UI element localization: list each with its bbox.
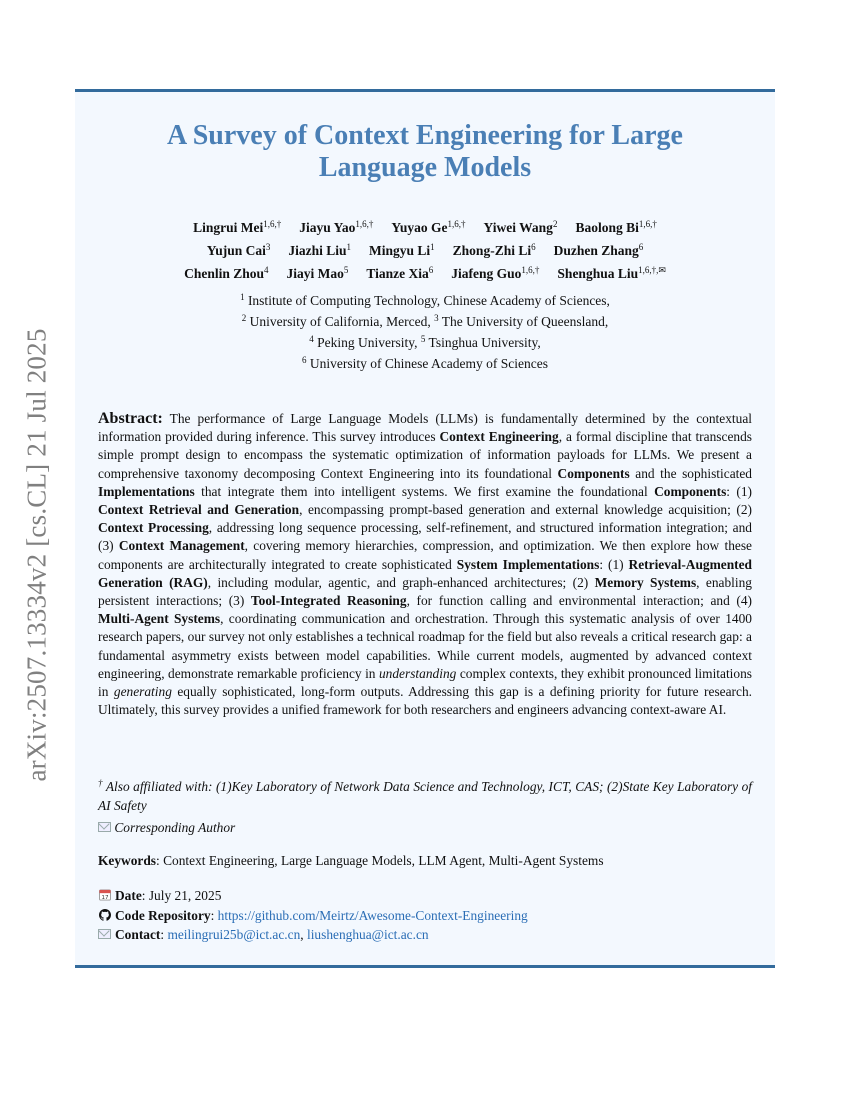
author — [554, 243, 644, 258]
affiliation-number: 5 — [420, 334, 426, 344]
abstract-text: The performance of Large Language Models (LLMs) is fundamentally determined by the contextual information provided during inference. This survey introduces — [98, 411, 752, 445]
abstract-emphasis: Context Engineering — [439, 429, 559, 445]
author — [451, 266, 539, 281]
abstract-emphasis: Context Retrieval and Generation — [98, 502, 300, 518]
abstract-emphasis: Components — [557, 465, 630, 481]
title-line-2: Language Models — [318, 152, 532, 183]
paper-title — [75, 120, 775, 184]
affiliation-number: 4 — [309, 334, 314, 344]
author — [575, 220, 656, 235]
author-row — [75, 262, 775, 285]
author-affiliation-marks: 2 — [552, 219, 558, 229]
author-affiliation-marks: 4 — [264, 265, 269, 275]
affiliation-name: The University of Queensland, — [441, 314, 609, 329]
dagger-footnote — [98, 778, 752, 815]
repository-row — [98, 906, 528, 926]
author — [287, 266, 349, 281]
abstract-text: that integrate them into intelligent systems. We first examine the foundational — [194, 483, 655, 499]
author — [453, 243, 536, 258]
affiliation-line — [75, 332, 775, 353]
affiliation-number: 3 — [434, 313, 439, 323]
author — [557, 266, 665, 281]
abstract-emphasis: System Implementations — [456, 556, 600, 572]
abstract-emphasis: Memory Systems — [594, 574, 697, 590]
contact-label: Contact — [115, 927, 161, 942]
author-name: Yuyao Ge — [391, 220, 448, 235]
affiliation-name: Peking University, — [317, 335, 418, 350]
author-row — [75, 216, 775, 239]
affiliation-name: Tsinghua University, — [428, 335, 541, 350]
affiliation-line — [75, 353, 775, 374]
abstract-emphasis: Components — [654, 483, 727, 499]
calendar-icon — [98, 889, 112, 901]
dagger-footnote-text: Also affiliated with: (1)Key Laboratory of Network Data Science and Technology, ICT, CAS; (2)State Key Laboratory of AI Safety — [98, 779, 752, 813]
abstract-text: complex contexts, they exhibit pronounced limitations in — [98, 665, 752, 700]
author — [193, 220, 281, 235]
abstract-text: , covering memory hierarchies, compression, and optimization. We then explore how these components are architecturally integrated to create sophisticated — [98, 538, 752, 572]
affiliation-number: 6 — [302, 355, 307, 365]
contact-email-1[interactable]: meilingrui25b@ict.ac.cn — [167, 927, 301, 942]
affiliation-line — [75, 290, 775, 311]
author-affiliation-marks: 6 — [428, 265, 434, 275]
author-affiliation-marks: 1,6,† — [263, 219, 282, 229]
keywords-value: : Context Engineering, Large Language Models, LLM Agent, Multi-Agent Systems — [156, 853, 604, 868]
date-value: : July 21, 2025 — [141, 888, 222, 903]
abstract-text: , coordinating communication and orchestration. Through this systematic analysis of over 1400 research papers, our survey not only establishes a technical roadmap for the field but also reveals a critical research gap: a fundamental asymmetry exists between model capabilities. While current models, augmented by advanced context engineering, demonstrate remarkable proficiency in — [98, 611, 752, 681]
author-name: Chenlin Zhou — [184, 266, 265, 281]
abstract-emphasis: Context Management — [118, 538, 245, 554]
author — [391, 220, 465, 235]
author — [366, 266, 433, 281]
abstract-label: Abstract: — [98, 410, 163, 427]
author — [288, 243, 351, 258]
author-name: Jiazhi Liu — [288, 243, 347, 258]
author-name: Tianze Xia — [366, 266, 429, 281]
abstract — [98, 410, 752, 719]
footnotes — [98, 778, 752, 842]
author-affiliation-marks: 1,6,† — [355, 219, 374, 229]
affiliation-list — [75, 290, 775, 374]
author-name: Zhong-Zhi Li — [452, 243, 532, 258]
author-affiliation-marks: 6 — [638, 242, 644, 252]
author-affiliation-marks: 1 — [430, 242, 435, 252]
author-name: Jiafeng Guo — [451, 266, 522, 281]
author-name: Lingrui Mei — [193, 220, 264, 235]
dagger-mark: † — [98, 778, 103, 788]
author-affiliation-marks: 6 — [531, 242, 536, 252]
author-affiliation-marks: 1,6,† — [521, 265, 540, 275]
contact-email-2[interactable]: liushenghua@ict.ac.cn — [306, 927, 429, 942]
date-row — [98, 886, 528, 906]
author-list — [75, 216, 775, 285]
abstract-emphasis: Context Processing — [98, 520, 209, 536]
repository-link[interactable]: https://github.com/Meirtz/Awesome-Context-Engineering — [217, 907, 528, 923]
repository-label: Code Repository — [115, 907, 211, 923]
affiliation-name: University of Chinese Academy of Sciences — [309, 356, 548, 371]
author — [484, 220, 558, 235]
author-name: Jiayu Yao — [299, 220, 356, 235]
abstract-text: , encompassing prompt-based generation and external knowledge acquisition; (2) — [299, 502, 752, 518]
abstract-emphasis: Implementations — [98, 483, 195, 499]
contact-join: , — [300, 927, 307, 942]
abstract-text: and the sophisticated — [629, 465, 752, 481]
author-affiliation-marks: 3 — [265, 242, 271, 252]
github-icon — [98, 909, 112, 921]
arxiv-stamp — [12, 320, 62, 790]
abstract-emphasis: Multi-Agent Systems — [98, 611, 221, 627]
author-name: Yujun Cai — [206, 243, 266, 258]
abstract-text: , addressing long sequence processing, self-refinement, and structured information integration; and (3) — [98, 520, 752, 554]
author-name: Yiwei Wang — [483, 220, 553, 235]
contact-separator: : — [160, 927, 168, 942]
abstract-body — [98, 411, 752, 717]
author-name: Jiayi Mao — [286, 266, 344, 281]
affiliation-name: Institute of Computing Technology, Chinese Academy of Sciences, — [247, 293, 610, 308]
author — [369, 243, 435, 258]
paper-meta — [98, 886, 528, 945]
affiliation-number: 2 — [241, 313, 247, 323]
author — [299, 220, 373, 235]
abstract-text: , for function calling and environmental interaction; and (4) — [406, 593, 752, 609]
abstract-text: : (1) — [726, 483, 752, 499]
abstract-emphasis: Retrieval-Augmented Generation (RAG) — [98, 556, 753, 590]
author — [184, 266, 268, 281]
arxiv-identifier: arXiv:2507.13334v2 [cs.CL] 21 Jul 2025 — [21, 328, 52, 782]
abstract-text: , including modular, agentic, and graph-enhanced architectures; (2) — [207, 574, 595, 590]
affiliation-name: University of California, Merced, — [249, 314, 431, 329]
author-name: Duzhen Zhang — [553, 243, 639, 258]
author-affiliation-marks: 1,6,†,✉ — [638, 265, 666, 275]
envelope-icon — [98, 822, 111, 832]
affiliation-line — [75, 311, 775, 332]
author-name: Baolong Bi — [575, 220, 639, 235]
affiliation-number: 1 — [240, 292, 245, 302]
keywords — [98, 853, 604, 869]
date-label: Date — [115, 888, 142, 903]
title-line-1: A Survey of Context Engineering for Large — [167, 120, 683, 151]
title-page-box — [75, 89, 775, 968]
author-affiliation-marks: 1 — [346, 242, 352, 252]
abstract-text: , a formal discipline that transcends simple prompt design to encompass the systematic optimization of information payloads for LLMs. We present a comprehensive taxonomy decomposing Context Engineering into its foundational — [98, 429, 752, 481]
envelope-icon — [98, 929, 111, 939]
author-affiliation-marks: 1,6,† — [447, 219, 466, 229]
contact-row — [98, 925, 528, 945]
svg-text:17: 17 — [101, 895, 109, 901]
corresponding-footnote — [98, 819, 752, 838]
abstract-italic: generating — [113, 684, 172, 700]
abstract-text: , enabling persistent interactions; (3) — [98, 574, 752, 609]
author-name: Mingyu Li — [369, 243, 431, 258]
author-row — [75, 239, 775, 262]
author-affiliation-marks: 1,6,† — [638, 219, 657, 229]
abstract-text: : (1) — [599, 556, 629, 572]
abstract-emphasis: Tool-Integrated Reasoning — [250, 593, 407, 609]
abstract-italic: understanding — [378, 665, 457, 681]
author — [207, 243, 271, 258]
repository-separator: : — [210, 907, 218, 923]
keywords-label: Keywords — [98, 853, 157, 868]
author-affiliation-marks: 5 — [343, 265, 349, 275]
corresponding-author-text: Corresponding Author — [114, 820, 236, 835]
author-name: Shenghua Liu — [557, 266, 639, 281]
abstract-text: equally sophisticated, long-form outputs. Addressing this gap is a defining priority for future research. Ultimately, this survey provides a unified framework for both researchers and engineers advancing context-aware AI. — [98, 684, 753, 718]
